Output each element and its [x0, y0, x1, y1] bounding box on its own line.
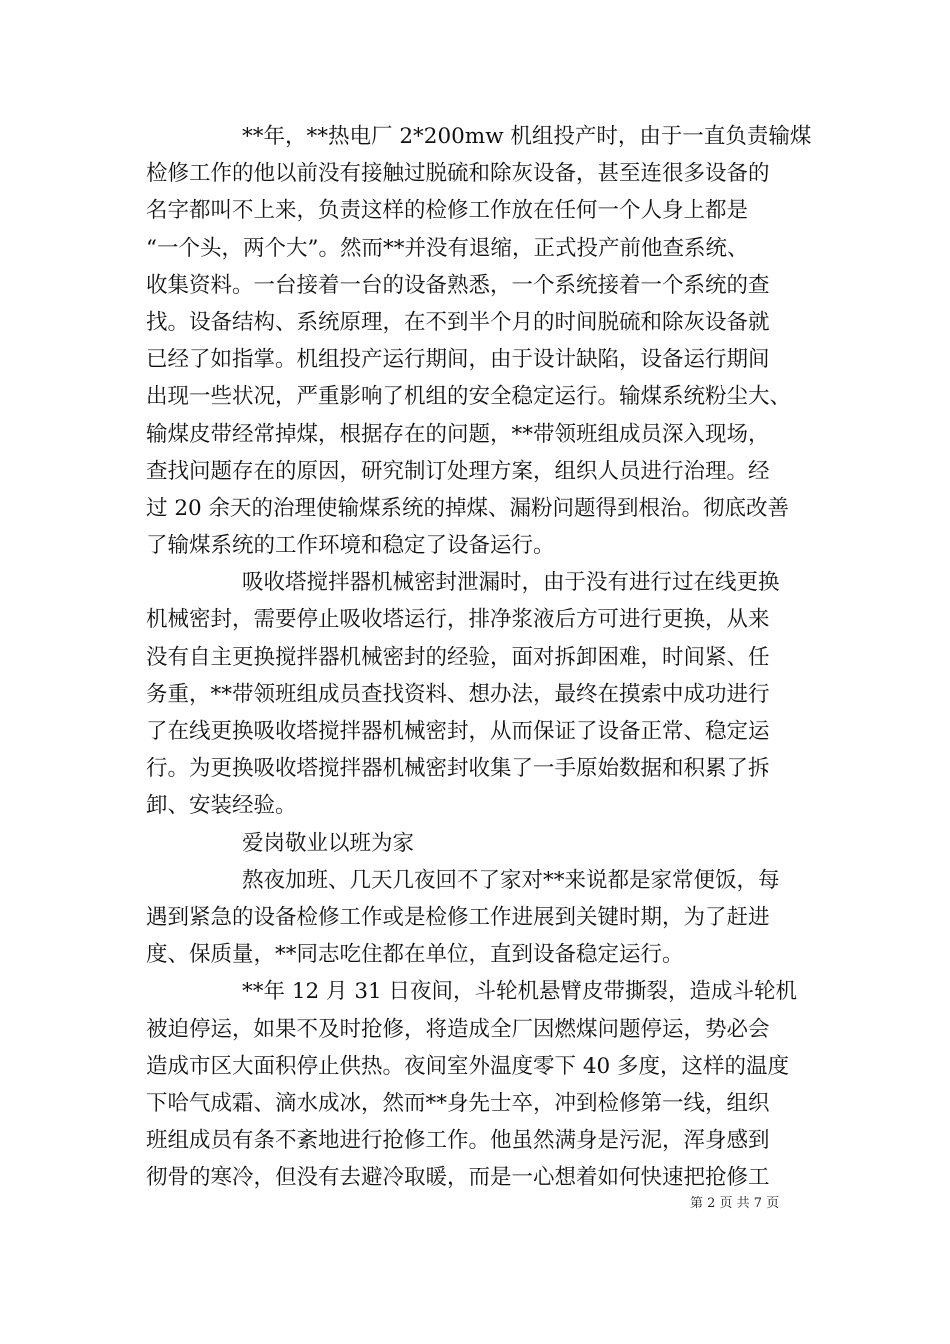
text-line: 了输煤系统的工作环境和稳定了设备运行。: [146, 533, 555, 559]
text-line: 下哈气成霜、滴水成冰，然而**身先士卒，冲到检修第一线，组织: [146, 1090, 770, 1116]
text-line: “一个头，两个大”。然而**并没有退缩，正式投产前他查系统、: [146, 235, 749, 261]
text-line: 出现一些状况，严重影响了机组的安全稳定运行。输煤系统粉尘大、: [146, 384, 792, 410]
text-line: 了在线更换吸收塔搅拌器机械密封，从而保证了设备正常、稳定运: [146, 719, 770, 744]
text-line: 检修工作的他以前没有接触过脱硫和除灰设备，甚至连很多设备的: [146, 161, 770, 187]
text-line: 熬夜加班、几天几夜回不了家对**来说都是家常便饭，每: [242, 867, 780, 893]
text-line: 查找问题存在的原因，研究制订处理方案，组织人员进行治理。经: [146, 458, 770, 484]
text-line: 彻骨的寒冷，但没有去避冷取暖，而是一心想着如何快速把抢修工: [146, 1165, 770, 1191]
page-number: 第 2 页 共 7 页: [690, 1196, 780, 1211]
text-line: 没有自主更换搅拌器机械密封的经验，面对拆卸困难，时间紧、任: [146, 644, 770, 670]
text-line: 已经了如指掌。机组投产运行期间，由于设计缺陷，设备运行期间: [146, 347, 770, 373]
text-line: 名字都叫不上来，负责这样的检修工作放在任何一个人身上都是: [146, 198, 749, 224]
body-text: [146, 118, 818, 1196]
text-line: **年，**热电厂 2*200mw 机组投产时，由于一直负责输煤: [242, 124, 812, 149]
text-line: 吸收塔搅拌器机械密封泄漏时，由于没有进行过在线更换: [242, 570, 780, 596]
text-line: 被迫停运，如果不及时抢修，将造成全厂因燃煤问题停运，势必会: [146, 1016, 770, 1042]
text-line: 度、保质量，**同志吃住都在单位，直到设备稳定运行。: [146, 942, 684, 968]
section-heading: 爱岗敬业以班为家: [242, 830, 415, 856]
text-line: 过 20 余天的治理使输煤系统的掉煤、漏粉问题得到根治。彻底改善: [146, 495, 790, 521]
text-line: 卸、安装经验。: [146, 793, 297, 819]
text-line: 机械密封，需要停止吸收塔运行，排净浆液后方可进行更换，从来: [146, 607, 770, 633]
text-line: 找。设备结构、系统原理，在不到半个月的时间脱硫和除灰设备就: [146, 309, 770, 335]
text-line: 务重，**带领班组成员查找资料、想办法，最终在摸索中成功进行: [146, 681, 770, 707]
text-line: 造成市区大面积停止供热。夜间室外温度零下 40 多度，这样的温度: [146, 1053, 790, 1079]
text-line: 行。为更换吸收塔搅拌器机械密封收集了一手原始数据和积累了拆: [146, 756, 770, 782]
text-line: 遇到紧急的设备检修工作或是检修工作进展到关键时期，为了赶进: [146, 904, 770, 930]
text-line: 输煤皮带经常掉煤，根据存在的问题，**带领班组成员深入现场，: [146, 421, 770, 447]
text-line: 收集资料。一台接着一台的设备熟悉，一个系统接着一个系统的查: [146, 272, 770, 298]
text-line: 班组成员有条不紊地进行抢修工作。他虽然满身是污泥，浑身感到: [146, 1128, 770, 1154]
text-line: **年 12 月 31 日夜间，斗轮机悬臂皮带撕裂，造成斗轮机: [242, 979, 798, 1005]
